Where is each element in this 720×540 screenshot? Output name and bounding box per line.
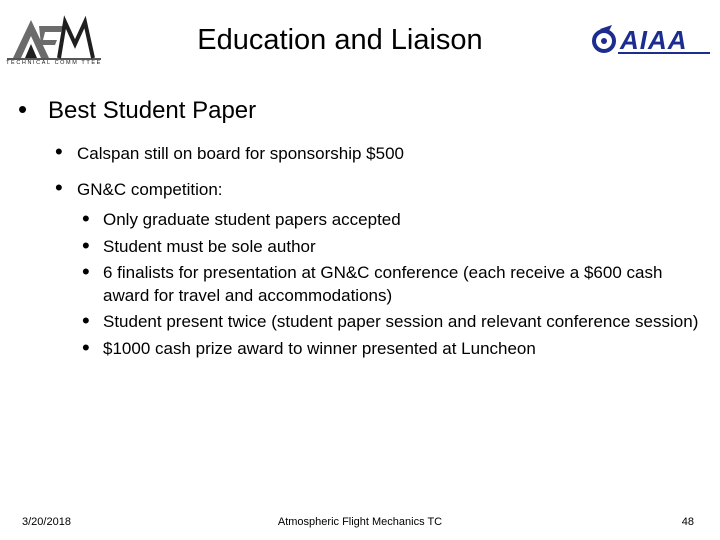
bullet-level2-text: Calspan still on board for sponsorship $500 — [77, 144, 404, 163]
slide-title: Education and Liaison — [197, 24, 483, 56]
list-item-text: 6 finalists for presentation at GN&C conference (each receive a $600 cash award for travel and accommodations) — [103, 263, 663, 305]
list-item — [82, 308, 702, 334]
page-number: 48 — [681, 516, 694, 528]
footer-date: 3/20/2018 — [22, 516, 71, 528]
bullet-dot: • — [82, 259, 90, 284]
bullet-dot: • — [18, 94, 28, 124]
afm-logo-graphic — [3, 14, 105, 60]
list-item-text: Only graduate student papers accepted — [103, 210, 401, 229]
bullet-dot: • — [82, 232, 90, 258]
competition-details-list — [82, 206, 702, 364]
aiaa-logo-center-dot — [601, 38, 607, 44]
list-item — [82, 206, 702, 232]
bullet-level2-sponsorship — [55, 141, 404, 165]
bullet-level1 — [18, 94, 256, 126]
afm-logo-m-shape — [59, 22, 93, 58]
bullet-dot: • — [82, 206, 90, 231]
bullet-level1-text: Best Student Paper — [48, 97, 257, 124]
list-item-text: Student must be sole author — [103, 236, 316, 256]
bullet-dot: • — [55, 139, 63, 164]
bullet-dot: • — [82, 308, 90, 333]
bullet-dot: • — [82, 334, 90, 360]
bullet-level2-text: GN&C competition: — [77, 180, 223, 199]
list-item-text: Student present twice (student paper session and relevant conference session) — [103, 312, 699, 331]
list-item — [82, 232, 702, 259]
footer-title: Atmospheric Flight Mechanics TC — [277, 516, 443, 528]
afm-logo-a-inner — [25, 44, 37, 58]
afm-logo-f-shape — [39, 26, 63, 45]
list-item — [82, 259, 702, 307]
afm-logo-caption: TECHNICAL COMM TTEE — [6, 60, 102, 66]
bullet-dot: • — [55, 175, 63, 200]
list-item — [82, 334, 702, 361]
aiaa-logo-text: AIAA — [620, 25, 688, 55]
bullet-level2-competition — [55, 177, 223, 201]
afm-logo — [3, 14, 105, 66]
list-item-text: $1000 cash prize award to winner presented at Luncheon — [103, 338, 536, 358]
aiaa-logo — [590, 23, 712, 57]
